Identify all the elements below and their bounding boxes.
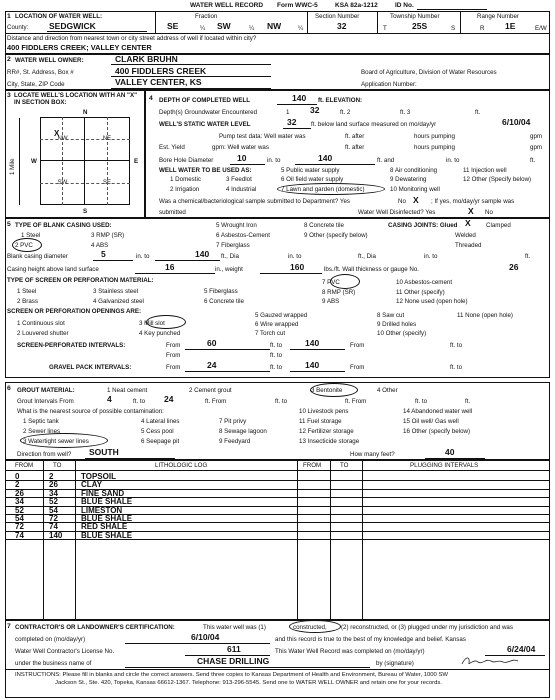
log-from: 26 xyxy=(15,488,24,498)
water-well-record-form: WATER WELL RECORD Form WWC-5 KSA 82a-1212 ID No. 1 LOCATION OF WATER WELL: County: SEDGWICK Fraction SE ¼ SW ¼ NW ¼ Section Number 32 Township Number T 25S S Range Number R 1E E/W Distance and direction from nearest town or city street address of well if located within city? 400 FIDDLERS CREEK; VALLEY CENTER 2 WATER WELL OWNER: CLARK BRUHN RR#, St. Address, Box # 400 FIDDLERS CREEK City, State, ZIP Code VALLEY CENTER, KS Board of Agriculture, Division of Water Resources Application Number: 3 LOCATE WELL'S LOCATION WITH AN "X" IN SECTION BOX: NW NE SW SE X N S W E 1 Mile 4 DEPTH OF COMPLETED WELL 140 ft. ELEVATION: Depth(s) Groundwater Encountered 1 32 ft. 2 ft. 3 ft. WELL'S STATIC WATER LEVEL 32 ft. below land surface measured on mo/day/yr 6/10/04 Pump test data: Well water was ft. after hours pumping gpm Est. Yield gpm: Well water was ft. after hours pumping gpm Bore Hole Diameter 10 in. to 140 ft. and in. to ft. WELL WATER TO BE USED AS: 1 Domestic 3 Feedlot 2 Irrigation 4 Industrial 5 Public water supply 6 Oil field water supply 7 Lawn and garden (domestic) 8 Air conditioning 9 Dewatering 10 Monitoring well 11 Injection well 12 Other (Specify below) Was a chemical/bacteriological sample submitted to Department? Yes No X ; If yes, mo/day/yr sample was submitted Water Well Disinfected? Yes X No 5 TYPE OF BLANK CASING USED: 1 Steel 3 RMP (SR) 2 PVC 4 ABS 5 Wrought Iron 6 Asbestos-Cement 7 Fiberglass 8 Concrete tile 9 Other (specify below) CASING JOINTS: Glued X Clamped Welded Threaded Blank casing diameter 5 in. to 140 ft., Dia in. to ft., Dia in. to ft. Casing height above land surface 16 in., weight 160 lbs./ft. Wall thickness or gauge No. 26 TYPE OF SCREEN OR PERFORATION MATERIAL: 1 Steel 2 Brass 3 Stainless steel 4 Galvanized steel 5 Fiberglass 6 Concrete tile 7 PVC 8 RMP (SR) 9 ABS 10 Asbestos-cement 11 Other (specify) 12 None used (open hole) SCREEN OR PERFORATION OPENINGS ARE: 1 Continuous slot 2 Louvered shutter 3 Mill slot 4 Key punched 5 Gauzed wrapped 6 Wire wrapped 7 Torch cut 8 Saw cut 9 Drilled holes 10 Other (specify) 11 None (open hole) SCREEN-PERFORATED INTERVALS: From 60 ft. to 140 From ft. to From ft. to GRAVEL PACK INTERVALS: From 24 ft. to 140 From ft. to 6 GROUT MATERIAL: 1 Neat cement 2 Cement grout 3 Bentonite 4 Other Grout Intervals From 4 ft. to 24 ft. From ft. to ft. From ft. to ft. What is the nearest source of possible contamination: 1 Septic tank 2 Sewer lines 3 Watertight sewer lines 4 Lateral lines 5 Cess pool 6 Seepage pit 7 Pit privy 8 Sewage lagoon 9 Feedyard 10 Livestock pens 11 Fuel storage 12 Fertilizer storage 13 Insecticide storage 14 Abandoned water well 15 Oil well/ Gas well 16 Other (specify below) Direction from well? SOUTH How many feet? 40 FROM TO LITHOLOGIC LOG FROM TO PLUGGING INTERVALS 0 2 TOPSOIL 2 26 CLAY 26 34 FINE SAND 34 52 BLUE SHALE 52 54 LIMESTON 54 72 BLUE SHALE 72 74 RED SHALE 74 140 BLUE SHALE 7 CONTRACTOR'S OR LANDOWNER'S CERTIFICATION: This water well was (1) constructed, (2) reconstructed, or (3) plugged under my jurisdiction and was completed on (mo/day/yr) 6/10/04 and this record is true to the best of my knowledge and belief. Kansas Water Well Contractor's License No. 611 This Water Well Record was completed on (mo/day/yr) 6/24/04 under the business name of CHASE DRILLING by (signature) INSTRUCTIONS: Please fill in blanks and circle the correct answers. Send three copies to Kansas Department of Health and Environment, Bureau of Water, 1000 SW Jackson St., Ste. 420, Topeka, Kansas 66612-1367. Telephone: 913-296-5545. Send one to WATER WELL OWNER and retain one for your records. xyxy=(5,0,550,700)
fraction-3: NW xyxy=(267,21,282,31)
log-to: 54 xyxy=(49,505,58,515)
owner-name: CLARK BRUHN xyxy=(115,54,178,64)
opening-mill-slot: 3 Mill slot xyxy=(139,320,165,327)
fraction-1: SE xyxy=(167,21,179,31)
plug-header-from: FROM xyxy=(303,462,322,469)
quadrant-nw: NW xyxy=(40,117,85,161)
pump-test-label: Pump test data: Well water was xyxy=(219,133,306,140)
city-label: City, State, ZIP Code xyxy=(7,81,65,88)
log-to: 72 xyxy=(49,514,58,523)
license-value: 611 xyxy=(227,644,241,654)
id-label: ID No. xyxy=(395,2,414,9)
bore-depth: 140 xyxy=(318,153,333,163)
distance-label: Distance and direction from nearest town or city street address of well if located within city? xyxy=(7,35,257,42)
bore-diameter: 10 xyxy=(237,153,247,163)
log-from: 52 xyxy=(15,505,24,515)
log-lithology: BLUE SHALE xyxy=(81,530,133,540)
grout-material-label: GROUT MATERIAL: xyxy=(17,387,75,394)
quadrant-se: SE xyxy=(84,160,130,205)
openings-label: SCREEN OR PERFORATION OPENINGS ARE: xyxy=(7,308,142,315)
quadrant-ne: NE xyxy=(84,117,130,161)
log-from: 34 xyxy=(15,497,24,507)
log-from: 2 xyxy=(15,480,20,490)
completed-date: 6/10/04 xyxy=(191,632,220,642)
log-header-lithology: LITHOLOGIC LOG xyxy=(155,462,208,469)
id-line xyxy=(417,9,487,10)
casing-weight-value: 160 xyxy=(290,262,305,272)
disinfected-label: Water Well Disinfected? Yes xyxy=(358,209,436,216)
gravel-to: 140 xyxy=(305,360,320,370)
log-lithology: BLUE SHALE xyxy=(81,514,133,523)
owner-street: 400 FIDDLERS CREEK xyxy=(115,66,207,76)
county-value: SEDGWICK xyxy=(49,21,96,31)
blank-diameter-label: Blank casing diameter xyxy=(7,253,68,260)
blank-casing-depth: 140 xyxy=(195,249,210,259)
chem-sample-no-mark: X xyxy=(413,195,419,205)
log-from: 54 xyxy=(15,514,24,523)
certification-constructed: constructed, xyxy=(293,624,327,631)
grout-intervals-label: Grout Intervals From xyxy=(17,398,74,405)
contamination-watertight: 3 Watertight sewer lines xyxy=(23,438,89,445)
instructions-line-2: Jackson St., Ste. 420, Topeka, Kansas 66612-1367. Telephone: 913-296-5545. Send one to WATER WELL OWNER and retain one for your records. xyxy=(55,680,442,686)
form-number: Form WWC-5 xyxy=(277,2,318,9)
business-name: CHASE DRILLING xyxy=(197,656,270,666)
application-label: Application Number: xyxy=(361,81,417,88)
selected-use-circle xyxy=(277,183,385,195)
yield-label: Est. Yield xyxy=(159,144,185,151)
log-lithology: FINE SAND xyxy=(81,488,125,498)
glued-mark: X xyxy=(465,218,471,228)
owner-city: VALLEY CENTER, KS xyxy=(115,77,202,87)
use-lawn-garden: 7 Lawn and garden (domestic) xyxy=(281,186,365,193)
instructions-line-1: INSTRUCTIONS: Please fill in blanks and circle the correct answers. Send three copies to Kansas Department of Health and Environment, Bureau of Water, 1000 SW xyxy=(15,672,448,678)
static-level-label: WELL'S STATIC WATER LEVEL xyxy=(159,121,251,128)
log-header-from: FROM xyxy=(15,462,34,469)
blank-diameter-value: 5 xyxy=(101,249,106,259)
mile-scale: 1 Mile xyxy=(9,158,16,175)
log-lithology: RED SHALE xyxy=(81,522,128,532)
casing-pvc: 2 PVC xyxy=(15,242,33,249)
groundwater-depth: 32 xyxy=(310,105,320,115)
address-value: 400 FIDDLERS CREEK; VALLEY CENTER xyxy=(7,43,152,52)
selected-grout-circle xyxy=(310,383,358,397)
gauge-value: 26 xyxy=(509,262,519,272)
township-label: Township Number xyxy=(390,13,440,20)
casing-height-label: Casing height above land surface xyxy=(7,266,99,273)
chem-sample-label: Was a chemical/bacteriological sample submitted to Department? Yes xyxy=(159,198,350,205)
grout-from: 4 xyxy=(107,394,112,404)
screen-material-label: TYPE OF SCREEN OR PERFORATION MATERIAL: xyxy=(7,277,154,284)
ksa-reference: KSA 82a-1212 xyxy=(335,2,378,9)
owner-label: WATER WELL OWNER: xyxy=(15,57,84,64)
range-value: 1E xyxy=(505,21,516,31)
plug-header-intervals: PLUGGING INTERVALS xyxy=(410,462,479,469)
contamination-label: What is the nearest source of possible contamination: xyxy=(17,408,164,415)
township-value: 25S xyxy=(412,21,428,31)
gravel-intervals-label: GRAVEL PACK INTERVALS: xyxy=(49,364,132,371)
section-locator-grid xyxy=(40,117,130,205)
direction-label: Direction from well? xyxy=(17,451,72,458)
section-6-box xyxy=(5,382,550,460)
selected-certification-circle xyxy=(289,620,341,633)
license-label: Water Well Contractor's License No. xyxy=(15,648,115,655)
log-to: 2 xyxy=(49,472,54,481)
board-label: Board of Agriculture, Division of Water Resources xyxy=(361,69,497,76)
log-to: 26 xyxy=(49,480,58,490)
section-1-number: 1 xyxy=(7,13,11,20)
log-to: 74 xyxy=(49,522,58,532)
fraction-label: Fraction xyxy=(195,13,218,20)
signature-label: by (signature) xyxy=(376,660,414,667)
log-header-to: TO xyxy=(53,462,62,469)
record-date: 6/24/04 xyxy=(507,644,536,654)
well-location-mark: X xyxy=(54,129,60,138)
depth-value: 140 xyxy=(292,93,307,103)
range-label: Range Number xyxy=(477,13,519,20)
casing-height-value: 16 xyxy=(165,262,175,272)
location-label: LOCATION OF WATER WELL: xyxy=(15,13,103,20)
how-many-feet-value: 40 xyxy=(445,447,455,457)
log-from: 0 xyxy=(15,472,20,481)
casing-joints-label: CASING JOINTS: Glued xyxy=(388,222,458,229)
selected-opening-circle xyxy=(146,315,186,329)
static-level-date: 6/10/04 xyxy=(502,117,531,127)
locate-label: LOCATE WELL'S LOCATION WITH AN "X" IN SECTION BOX: xyxy=(14,92,138,106)
disinfected-yes-mark: X xyxy=(468,206,474,216)
selected-screen-circle xyxy=(330,274,360,289)
completed-label: completed on (mo/day/yr) xyxy=(15,636,86,643)
depth-label: DEPTH OF COMPLETED WELL xyxy=(159,97,251,104)
use-label: WELL WATER TO BE USED AS: xyxy=(159,167,252,174)
gravel-from: 24 xyxy=(207,360,217,370)
bore-label: Bore Hole Diameter xyxy=(159,157,214,164)
log-lithology: TOPSOIL xyxy=(81,472,116,481)
selected-contamination-circle xyxy=(20,433,108,448)
screen-pvc: 7 PVC xyxy=(322,279,340,286)
screen-intervals-label: SCREEN-PERFORATED INTERVALS: xyxy=(17,342,126,349)
quadrant-sw: SW xyxy=(40,160,85,205)
blank-casing-label: TYPE OF BLANK CASING USED: xyxy=(15,222,112,229)
log-lithology: LIMESTON xyxy=(81,505,123,515)
log-lithology: BLUE SHALE xyxy=(81,497,133,507)
log-to: 52 xyxy=(49,497,58,507)
grout-bentonite: 3 Bentonite xyxy=(311,387,343,394)
screen-to: 140 xyxy=(305,338,320,348)
county-label: County: xyxy=(7,24,29,31)
selected-casing-circle xyxy=(12,238,42,252)
address-label: RR#, St. Address, Box # xyxy=(7,69,74,76)
log-lithology: CLAY xyxy=(81,480,103,490)
log-from: 74 xyxy=(15,530,24,540)
log-to: 34 xyxy=(49,488,58,498)
screen-from: 60 xyxy=(207,338,217,348)
log-to: 140 xyxy=(49,530,63,540)
form-title: WATER WELL RECORD xyxy=(190,2,264,9)
certification-label: CONTRACTOR'S OR LANDOWNER'S CERTIFICATION: xyxy=(15,624,175,631)
plug-header-to: TO xyxy=(340,462,349,469)
static-level-value: 32 xyxy=(287,117,297,127)
fraction-2: SW xyxy=(217,21,231,31)
signature-scribble xyxy=(460,654,530,668)
log-from: 72 xyxy=(15,522,24,532)
business-label: under the business name of xyxy=(15,660,92,667)
groundwater-label: Depth(s) Groundwater Encountered xyxy=(159,109,258,116)
direction-value: SOUTH xyxy=(89,447,119,457)
section-number-value: 32 xyxy=(337,21,347,31)
how-many-feet-label: How many feet? xyxy=(350,451,395,458)
section-number-label: Section Number xyxy=(315,13,360,20)
grout-to: 24 xyxy=(164,394,174,404)
